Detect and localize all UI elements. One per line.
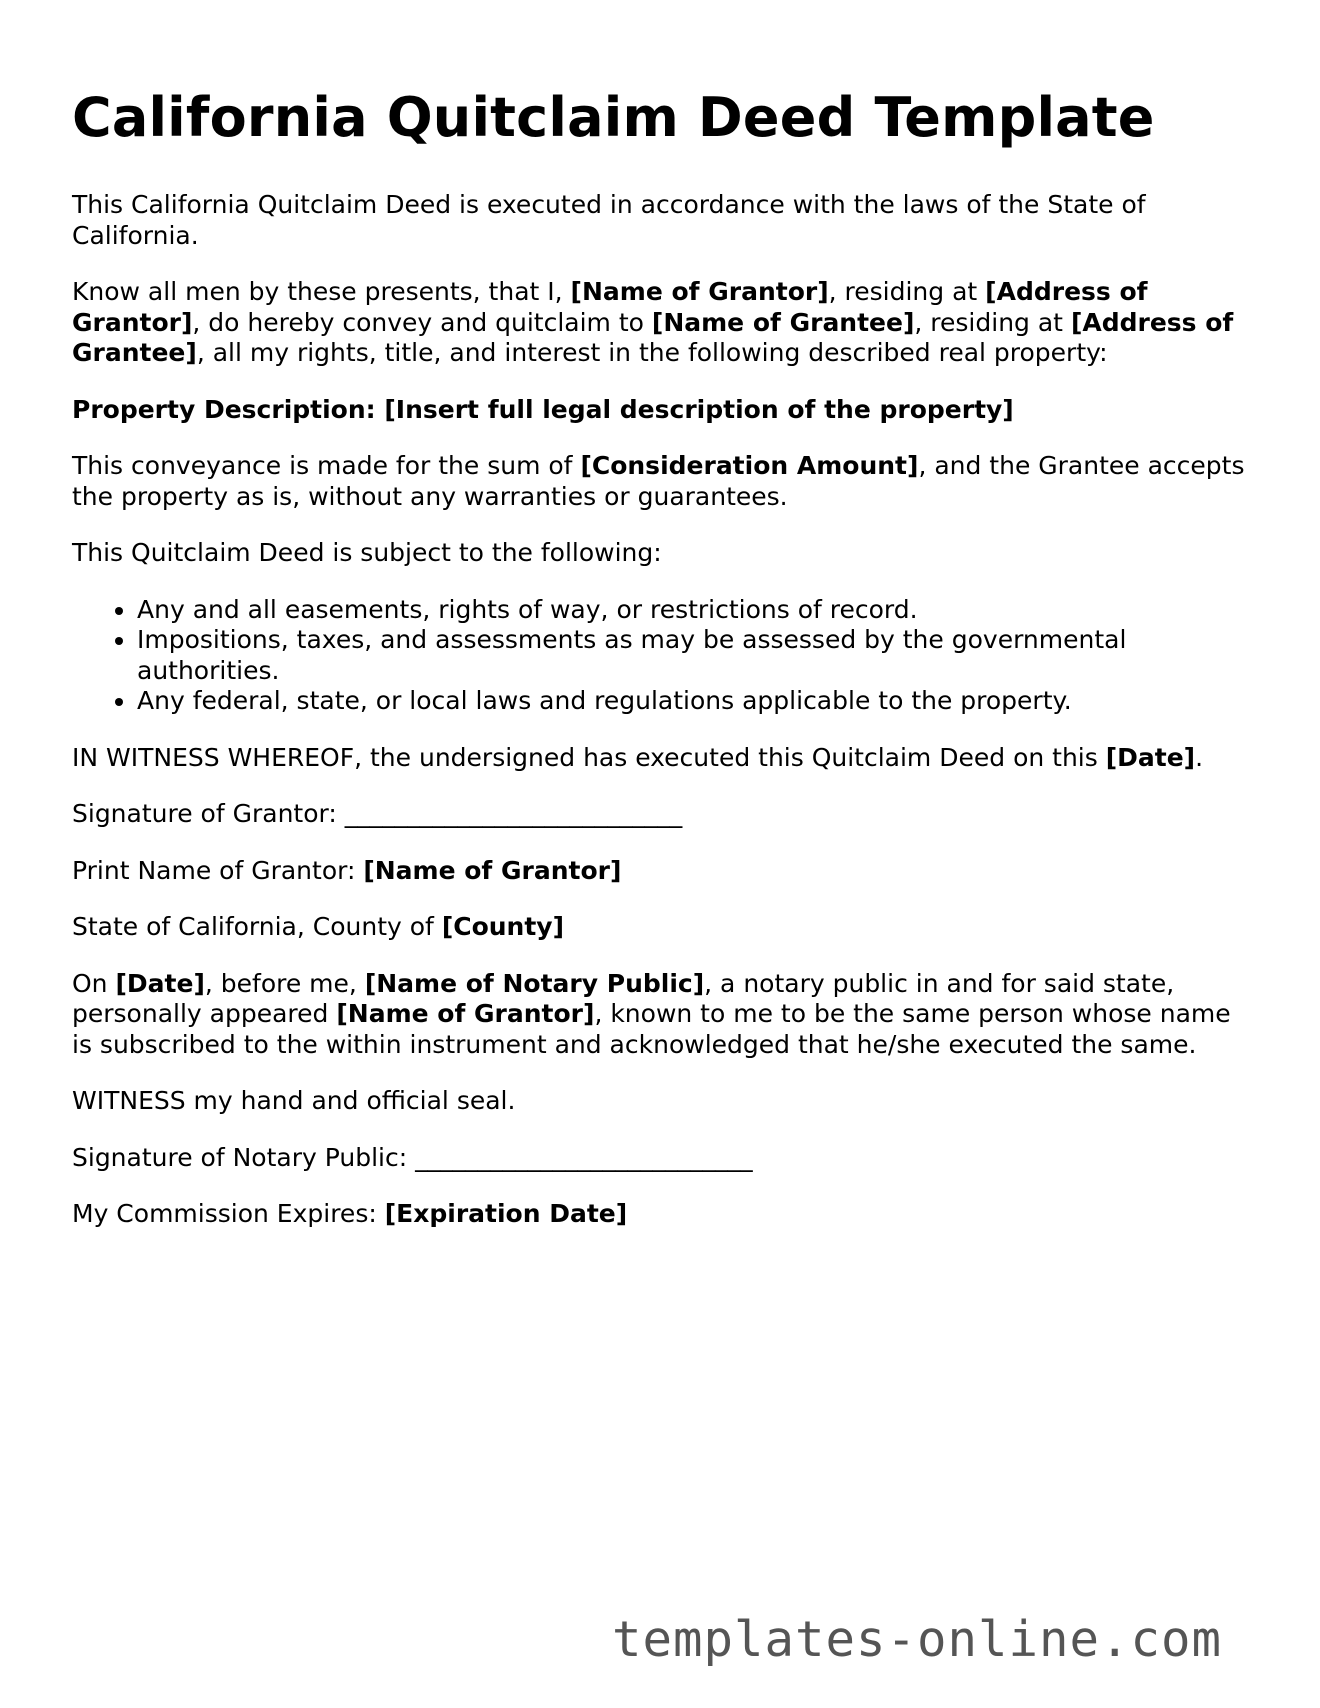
witness-paragraph: IN WITNESS WHEREOF, the undersigned has executed this Quitclaim Deed on this [Date].	[72, 742, 1204, 772]
intro-paragraph: This California Quitclaim Deed is executed in accordance with the laws of the State of California.	[72, 190, 1146, 250]
list-item: • Impositions, taxes, and assessments as may be assessed by the governmental authorities.	[137, 625, 1252, 686]
consideration-paragraph: This conveyance is made for the sum of [Consideration Amount], and the Grantee accepts the property as is, without any warranties or guarantees.	[72, 451, 1245, 511]
property-description: Property Description: [Insert full legal description of the property]	[72, 394, 1014, 424]
print-name-line: Print Name of Grantor: [Name of Grantor]	[72, 855, 622, 885]
witness-seal-line: WITNESS my hand and official seal.	[72, 1086, 516, 1115]
list-item: • Any federal, state, or local laws and regulations applicable to the property.	[137, 686, 1252, 717]
subject-list	[72, 595, 1252, 717]
grantor-name-placeholder: [Name of Grantor]	[570, 277, 829, 306]
commission-line: My Commission Expires: [Expiration Date]	[72, 1199, 628, 1228]
notary-paragraph: On [Date], before me, [Name of Notary Public], a notary public in and for said state, personally appeared [Name of Grantor], known to me to be the same person whose name is subscribed to the within instrument and acknowledged that he/she executed the same.	[72, 968, 1231, 1059]
notary-name-placeholder: [Name of Notary Public]	[364, 968, 705, 998]
print-name-placeholder: [Name of Grantor]	[363, 855, 622, 885]
notary-grantor-name-placeholder: [Name of Grantor]	[336, 999, 595, 1028]
document-page	[72, 86, 1252, 1256]
grantee-address-placeholder: [Address of Grantee]	[72, 307, 1234, 367]
subject-intro: This Quitclaim Deed is subject to the following:	[72, 538, 662, 567]
grantee-name-placeholder: [Name of Grantee]	[651, 307, 915, 337]
state-county-line: State of California, County of [County]	[72, 912, 565, 941]
consideration-amount-placeholder: [Consideration Amount]	[580, 451, 919, 480]
expiration-date-placeholder: [Expiration Date]	[384, 1199, 628, 1228]
execution-date-placeholder: [Date]	[1105, 742, 1196, 772]
conveyance-paragraph: Know all men by these presents, that I, [Name of Grantor], residing at [Address of Grantor], do hereby convey and quitclaim to [Name of Grantee], residing at [Address of Grantee], all my rights, title, and interest in the following described real property:	[72, 277, 1234, 367]
notary-signature-line: Signature of Notary Public: ___________________________	[72, 1142, 753, 1172]
grantor-signature-line: Signature of Grantor: ___________________________	[72, 799, 683, 828]
county-placeholder: [County]	[441, 912, 565, 941]
document-title: California Quitclaim Deed Template	[72, 86, 1155, 149]
list-item: • Any and all easements, rights of way, or restrictions of record.	[137, 595, 1252, 626]
watermark: templates-online.com	[612, 1611, 1223, 1668]
grantor-address-placeholder: [Address of Grantor]	[72, 277, 1148, 337]
notary-date-placeholder: [Date]	[115, 968, 205, 998]
